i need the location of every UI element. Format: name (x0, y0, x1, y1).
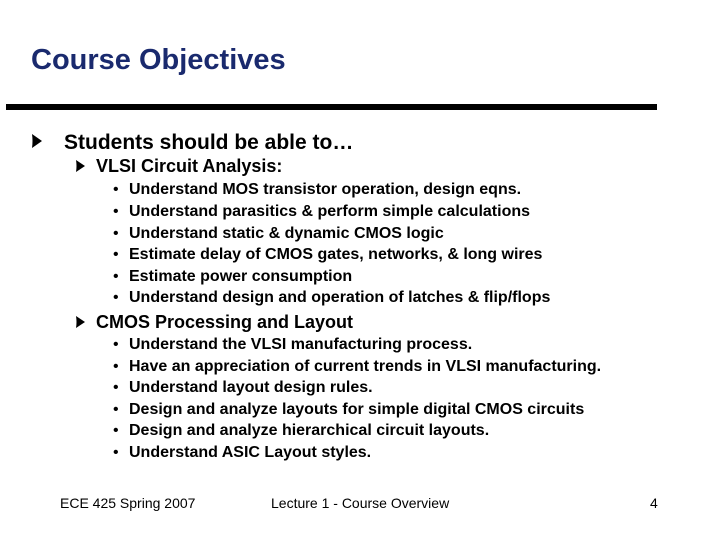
dot-bullet-icon: • (113, 246, 119, 263)
dot-bullet-icon: • (113, 358, 119, 375)
list-item-text: Design and analyze layouts for simple digital CMOS circuits (129, 401, 585, 418)
dot-bullet-icon: • (113, 422, 119, 439)
section-heading-text: CMOS Processing and Layout (96, 312, 354, 332)
title-divider (6, 104, 657, 110)
arrow-bullet-icon (30, 132, 44, 150)
arrow-bullet-icon (75, 158, 87, 174)
slide-title: Course Objectives (31, 44, 286, 76)
dot-bullet-icon: • (113, 401, 119, 418)
list-item-text: Understand layout design rules. (129, 379, 373, 396)
footer-course: ECE 425 Spring 2007 (60, 495, 196, 511)
list-item-text: Have an appreciation of current trends in VLSI manufacturing. (129, 358, 602, 375)
list-item-text: Understand the VLSI manufacturing process. (129, 336, 473, 353)
dot-bullet-icon: • (113, 379, 119, 396)
arrow-bullet-icon (75, 314, 87, 330)
list-item-text: Understand parasitics & perform simple calculations (129, 203, 531, 220)
intro-text: Students should be able to… (64, 131, 354, 154)
section-heading-text: VLSI Circuit Analysis: (96, 156, 283, 176)
dot-bullet-icon: • (113, 203, 119, 220)
list-item-text: Understand ASIC Layout styles. (129, 444, 372, 461)
page-number: 4 (650, 495, 658, 511)
dot-bullet-icon: • (113, 444, 119, 461)
list-item-text: Design and analyze hierarchical circuit layouts. (129, 422, 490, 439)
list-item-text: Understand static & dynamic CMOS logic (129, 225, 444, 242)
list-item-text: Understand design and operation of latches & flip/flops (129, 289, 551, 306)
list-item-text: Understand MOS transistor operation, design eqns. (129, 181, 522, 198)
dot-bullet-icon: • (113, 289, 119, 306)
dot-bullet-icon: • (113, 181, 119, 198)
footer-lecture: Lecture 1 - Course Overview (271, 495, 450, 511)
dot-bullet-icon: • (113, 336, 119, 353)
list-item-text: Estimate delay of CMOS gates, networks, & long wires (129, 246, 543, 263)
list-item-text: Estimate power consumption (129, 268, 353, 285)
dot-bullet-icon: • (113, 225, 119, 242)
dot-bullet-icon: • (113, 268, 119, 285)
